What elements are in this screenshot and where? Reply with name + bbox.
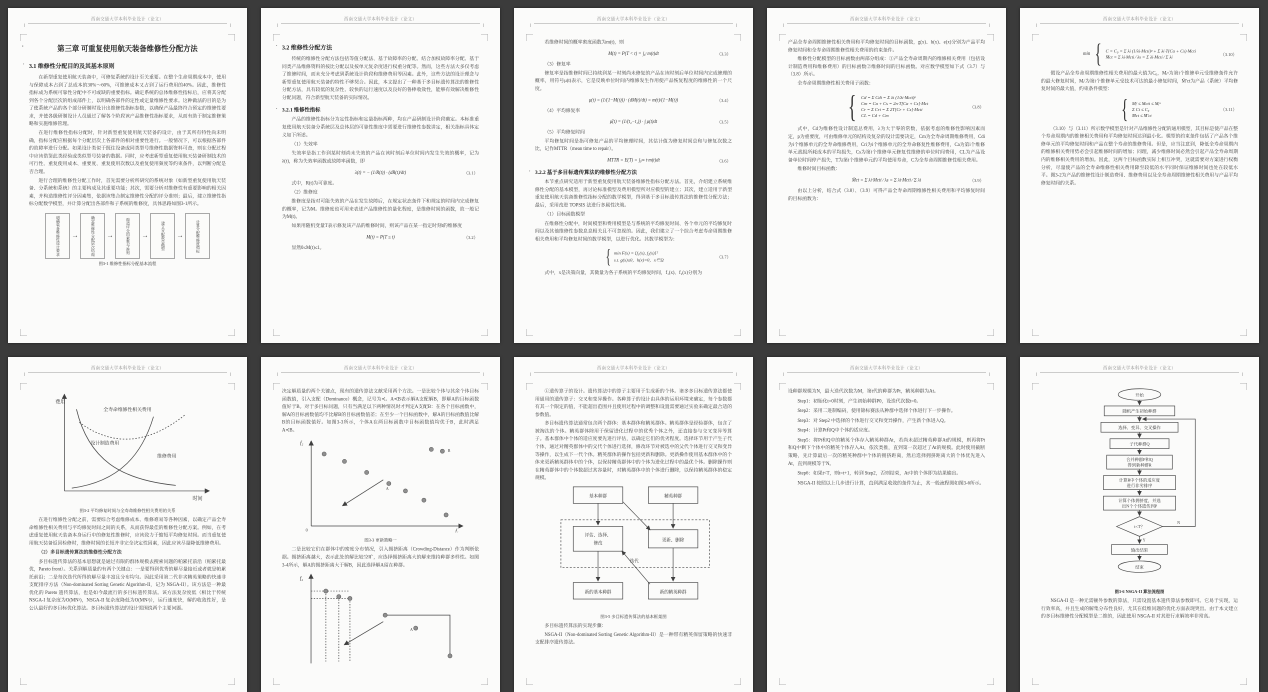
- margin-mark: [228, 678, 235, 685]
- paragraph: 修复率是指维修时间已持续到某一时刻尚未修复的产品在该时刻后单位时间内完成修理的概率，用符号μ(t)表示，它是反映单位时间内维修发生作用使产品恢复程度的维修性的一个尺度。: [535, 70, 732, 93]
- paragraph: 设种群规模为N，最大迭代次数为M，第t代的种群为Pt，精英种群为At。: [788, 388, 985, 396]
- paragraph: 如果用随机变量T表示修复该产品的维修时间，则该产品在某一指定时刻t的维修度: [282, 223, 479, 231]
- header-title: 西南交通大学本科毕业设计（论文）: [281, 17, 480, 21]
- section-3-2-1-title: • 3.2.1 维修性指标: [282, 106, 479, 114]
- equation-number: （3.7）: [717, 253, 731, 260]
- margin-mark: [987, 329, 994, 336]
- paragraph: 式中，x是决策向量，其微量为各子系统的平均修复时间，f₁(x)、f₂(x)分别为: [535, 270, 732, 278]
- algorithm-step: Step1：初始化t=0时刻，产生初始种群P0，设迭代次数t=0。: [788, 398, 985, 406]
- list-item: （1）失效率: [282, 141, 479, 149]
- equation-number: （3.8）: [970, 103, 984, 110]
- paragraph: NSGA-II 是一种无需额外参数的算法，只需设置基本遗传算法参数即可。它易于实现，运行效率高，并且生成的解集分布性良好，尤其在低维问题的优化方面表现突出。由于本文建立的多目标维修性分配模型是二维的，因此使用 NSGA-II 对其进行求解效率非常高。: [1041, 598, 1238, 621]
- margin-mark: [228, 329, 235, 336]
- page-header: [28, 366, 227, 372]
- equation-number: （3.9）: [970, 177, 984, 184]
- paragraph: 二是比较它们在群体中的密度分布情况，引入拥挤距离（Crowding-Distance）作为判断依据。拥挤距离越大，表示此处的解比较空旷，应选择拥挤距离大的解来维持种群多样性。如图3-4所示，解A的拥挤距离大于解B，因此选择解A留在种群。: [282, 546, 479, 569]
- paragraph: 平均修复时间是指可修复产品的平均修理时间，其估计值为修复时间总和与修复次数之比，记作MTTR（mean time to repair）。: [535, 138, 732, 154]
- equation-body: M(t) = P(T ≤ t): [366, 235, 394, 240]
- margin-mark: [987, 383, 994, 390]
- margin-mark: [1032, 34, 1039, 41]
- margin-mark: [273, 34, 280, 41]
- list-item: （4）平均修复率: [535, 107, 732, 115]
- figure-3-5-framework: [535, 483, 732, 611]
- list-item: （2）维修度: [282, 189, 479, 197]
- point-a-label: A: [386, 487, 389, 491]
- paragraph: 在进行维修性指标分配时，针对新型重复使用航天装备的设计，由于其所有特性尚未明确，指标分配应根据每个分配层次上各部件的相对重要性进行。一般情况下，可以根据各部件的故障率进行分配。如果设计类似于既往设备或同类型号维修性数据资料可查，则在分配过程中应该借鉴此类经验或类似型号装备的数据。同时，应考虑新型重复使用航天装备研制技术的可行性、重复使用成本、重要度、重复使用次数以及重复使用频度等约束条件，以判断分配是否合理。: [29, 130, 226, 177]
- page-8[interactable]: [514, 357, 753, 692]
- margin-mark: [526, 678, 533, 685]
- equation-line: C = C₀ = Σ λi (1/λi·Mcti)ᵖ + Σ λi·T(Ca + Cs)·Mcti: [1106, 49, 1196, 54]
- paragraph: 全寿命周期维修性相关费用子函数：: [788, 80, 985, 88]
- equation-3-11: [1041, 96, 1238, 122]
- margin-mark: [273, 329, 280, 336]
- flow-step: 确定维修性分配层次结构: [80, 213, 105, 258]
- algorithm-step: Step2：采用二进制编码，使用锦标赛法从种群中选择个体进行下一步操作。: [788, 408, 985, 416]
- margin-mark: [734, 34, 741, 41]
- equation-body: μ(t) = (1/(1−M(t))) · (dM(t)/dt) = m(t)/(1−M(t)): [589, 98, 678, 103]
- lifecycle-cost-curve: [79, 415, 185, 439]
- header-title: 西南交通大学本科毕业设计（论文）: [281, 366, 480, 370]
- paragraph: NSGA-II 按照以上几步进行计算，直到满足收敛的条件为止，其一般流程图如图3-6所示。: [788, 480, 985, 488]
- equation-number: （3.10）: [1221, 51, 1238, 58]
- margin-mark: [734, 678, 741, 685]
- margin-mark: [1240, 34, 1247, 41]
- equation-line: CL = Cd + Cm: [861, 113, 928, 118]
- margin-mark: [481, 34, 488, 41]
- flow-step: 计算R中个体的适应度: [1119, 476, 1161, 483]
- flow-step: 建立分配数学模型: [150, 213, 175, 258]
- paragraph: 多目标遗传算法通常包含两个群体：基本群体和精英群体。精英群体是经验群体，包含了被淘汰的个体。精英群体除用于保留进化过程中的优秀个体之外，还直接参与交叉变异等算子。基本群体中个体的适应度要先进行评估，以确定它们的优劣程度。选择环节用于产生子代个体，通过对精英群体中的父代个体进行选择，修改环节对被选中的父代个体进行交叉和变异等操作，以生成下一代个体。精英群体的操作包括更新和删除。更新操作使用基本群体中的个体来更新精英群体中的个体，以保持精英群体中的个体为进化过程中的最优个体。删除操作则在精英群体中的个体数超过其容量时，对精英群体中的个体进行删除，以保持精英群体的稳定规模。: [535, 420, 732, 482]
- equation-line: min F(x) = [f₁(x), f₂(x)]ᵀ: [614, 250, 664, 255]
- paragraph: NSGA-II（Non-dominated Sorting Genetic Algorithm-II）是一种带有精英保留策略的快速非支配排序遗传算法。: [535, 631, 732, 647]
- margin-mark: [1240, 383, 1247, 390]
- equation-body: M̄ct = Σ λi·Mcti ∕ λs = Σ λi·Mcti ∕ Σ λi: [852, 178, 921, 183]
- margin-mark: [20, 34, 27, 41]
- equation-line: Σ Ci ≤ C₀: [1132, 107, 1161, 112]
- brace: {: [606, 247, 611, 267]
- margin-mark: [779, 678, 786, 685]
- page-header: [534, 366, 733, 372]
- paragraph: 产品全寿命周期维修性相关费用和平均修复时间的目标函数，g(x)、h(x)、e(x)分别为产品平均修复时间和全寿命周期维修性相关费用的约束条件。: [788, 39, 985, 55]
- equation-3-4: [535, 96, 732, 104]
- page-4[interactable]: [767, 8, 1006, 343]
- page-header: [28, 17, 227, 23]
- page-6[interactable]: [8, 357, 247, 692]
- paragraph: 由以上分析，结合式（3.8）、（3.9）可得产品全寿命周期维修性相关费用和平均修复时间的目标函数为：: [788, 187, 985, 203]
- page-3[interactable]: [514, 8, 753, 343]
- header-rule: [534, 23, 733, 24]
- node-label: 评估、选择、: [585, 531, 612, 538]
- point-a-label: A: [410, 628, 413, 632]
- paragraph: 决定解质量的两个关键点，现有的遗传算法文献采用两个方法。一是比较个体与其余个体目标函数值，引入支配（Dominance）概念，记号为≺。A≺B表示解A支配解B，即解A的目标函数值好于B。对于多目标问题，只有当满足以下两种情况时才判定A支配B：在各个目标函数中，解A的目标函数值均不比解B的目标函数值差；在至少一个目标函数中，解A的目标函数值比解B的目标函数值好。如图3-3所示，个体A在两目标函数中目标函数值均优于B，此时满足A≺B。: [282, 388, 479, 435]
- equation-3-9: [788, 176, 985, 184]
- equation-prefix: min: [1083, 52, 1090, 57]
- equation-line: Mᵢˡ ≤ Mcti ≤ Mᵢᵘ: [1132, 101, 1161, 106]
- flow-start: 开始: [1135, 391, 1144, 398]
- flow-step: 进行非劣排序: [1127, 482, 1153, 489]
- paragraph: 假设产品全寿命周期维修性相关费用的最大值为C₀，Mᵢᵘ为第i个维修单元受维修条件允许的最大修复时间，Mᵢˡ为第i个维修单元受技术可达的最小修复时间，M̄′ct为产品（系统）平均修复时间的最大值，约束条件模型：: [1041, 70, 1238, 93]
- brace: {: [1095, 41, 1102, 67]
- header-title: 西南交通大学本科毕业设计（论文）: [1040, 17, 1239, 21]
- flow-step: 计算分配维修度指标: [185, 213, 210, 258]
- arrow-right-icon: [142, 232, 149, 239]
- algorithm-step: Step5：将Pt和Q中的精英个体存入精英种群At，若尚未超过精英种群At的规模，则再将Pt和Q中剩下个体中的精英个体存入At，依次类推，直到第一次超过了At的规模。此时使用截断策略，先计算最后一次的精英种群中个体的拥挤距离，然后选择拥挤距离大的个体优先进入At，直到规模等于N。: [788, 437, 985, 468]
- margin-mark: [228, 383, 235, 390]
- point-b-label: B: [448, 449, 451, 453]
- header-title: 西南交通大学本科毕业设计（论文）: [28, 17, 227, 21]
- flow-step: 计算个体拥挤度，并选: [1118, 497, 1161, 504]
- paragraph: 式中，R(t)为可靠度。: [282, 180, 479, 188]
- equation-number: （3.11）: [1221, 106, 1237, 113]
- figure-3-3-scatter: [282, 436, 479, 536]
- flow-step: 选择、变异、交叉操作: [1118, 424, 1161, 431]
- page-header: [281, 366, 480, 372]
- flow-step: 构造评分因素集与准则: [115, 213, 140, 258]
- figure-3-1-flowchart: [29, 213, 226, 258]
- header-title: 西南交通大学本科毕业设计（论文）: [1040, 366, 1239, 370]
- flow-end: 结束: [1135, 563, 1144, 570]
- equation-number: （3.6）: [717, 157, 731, 164]
- margin-mark: [1032, 329, 1039, 336]
- page-10[interactable]: [1020, 357, 1259, 692]
- margin-mark: [273, 678, 280, 685]
- header-rule: [787, 23, 986, 24]
- list-item: （1）目标函数模型: [535, 211, 732, 219]
- paragraph: 显然0≤M(t)≤1。: [282, 244, 479, 252]
- yes-label: Y: [1143, 539, 1146, 543]
- node-label: 修改: [594, 540, 603, 547]
- algorithm-step: Step3：对 Step2 中选择的个体进行交叉和变异操作，产生新个体进入Q。: [788, 417, 985, 425]
- brace: {: [1121, 96, 1128, 122]
- node-label: 新的基本种群: [585, 588, 612, 595]
- equation-line: M̄ct = Σ λi·Mcti ∕ λs = Σ λi·Mcti ∕ Σ λi: [1106, 55, 1196, 60]
- equation-line: M̄ct ≤ M̄′ct: [1132, 113, 1161, 118]
- equation-line: Cd = Σ Cdi = Σ λi (1/λi·Mcti)ᵖ: [861, 95, 928, 100]
- flow-step: 明确装备维修性设计要求: [45, 213, 70, 258]
- header-rule: [281, 23, 480, 24]
- algorithm-step: Step4：计算Pt和Q中个体的适应度。: [788, 427, 985, 435]
- flow-step: 得到新种群R: [1127, 462, 1151, 469]
- page-header: [1040, 17, 1239, 23]
- margin-mark: [20, 383, 27, 390]
- flow-step: 随机产生初始种群: [1122, 408, 1157, 415]
- equation-body: M(t) = P(T < t) = ∫₀ᵗ m(t)dt: [608, 51, 659, 56]
- header-rule: [787, 372, 986, 373]
- curve-label: 维修费用: [157, 453, 176, 460]
- equation-body: MTTR = E(T) = ∫₀∞ t·m(t)dt: [607, 158, 660, 163]
- design-cost-curve: [76, 409, 175, 485]
- equation-line: s.t. g(x)≤0，h(x)=0，x∈Ω: [614, 256, 664, 263]
- node-label: 基本种群: [589, 493, 607, 500]
- paragraph: 产品的维修性指标分为定性指标和定量指标两种，均在产品研制设计阶段确定。本标准重复使用航天装备分系统层及总体层的可靠性维度中需要进行维修性参数讲定，相关指标具体定义如下所述。: [282, 116, 479, 139]
- section-3-1-title: • 3.1 维修性分配目的及其基本原则: [29, 62, 226, 71]
- maintenance-cost-curve: [72, 417, 154, 488]
- curve-label: 全寿命维修性相关费用: [103, 406, 151, 413]
- figure-3-1-caption: 图3-1 维修性指标分配基本流程: [29, 260, 226, 266]
- equation-body: λ(t) = − (1/R(t)) · (dR(t)/dt): [355, 170, 406, 175]
- algorithm-step: Step6：如果t<T，则t=t+1，转到 Step2，否则结束，At中的个体即为结果输出。: [788, 470, 985, 478]
- page-7[interactable]: [261, 357, 500, 692]
- paragraph: 式中，Cd为维修性设计制造总费用，λ为大于零的常数，依据考虑的维修性影响因素而定，p为重要度，可由维修单元的结构及复杂的设计需要决定，Cm为全寿命周期维修费用，Cdi为i个维修单元的全寿命维修费用，Cri为i个维修单元的全寿命修复性维修费用，Ca为第i个维修单元战损所耗成本的平均损失，Cs为第i个维修单元修复性维修的单位时间费用，CL为产品设备单位时间停产损失，T为第i个维修单元的平均使用寿命，C为全寿命周期维修性相关费用。: [788, 126, 985, 165]
- chapter-title: • 第三章 可重复使用航天装备维修性分配方法: [29, 43, 226, 54]
- paragraph: 在新型重复使用航天装备中，可修复系统的设计至关重要。在整个生命周期成本中，使用与保障成本占到了总成本的30%～60%，可维修成本又占到了运行费用的40%。因此，维修性指标成为系统可靠性分配中不可或缺的重要指标。确定系统的总体维修性指标后，应将其分配到各个分配层次的组成部件上，以明确各部件的定性或定量维修性要求。这种做法的目的是为了使系统产品的各个部分研制时设计出维修性指标参数，以确保产品最终符合预定的维修性要求，并使各级研制设计人员通过了解各个阶段该产品维修性指标要求，从而有助于制定维修策略和实施维修管理。: [29, 74, 226, 129]
- flow-condition: t<T？: [1134, 524, 1144, 529]
- header-rule: [28, 372, 227, 373]
- margin-mark: [1032, 383, 1039, 390]
- margin-mark: [228, 34, 235, 41]
- header-title: 西南交通大学本科毕业设计（论文）: [787, 366, 986, 370]
- page-header: [1040, 366, 1239, 372]
- page-1[interactable]: [8, 8, 247, 343]
- header-title: 西南交通大学本科毕业设计（论文）: [534, 366, 733, 370]
- flow-step: 输出结果: [1131, 546, 1149, 553]
- margin-mark: [779, 329, 786, 336]
- margin-mark: [526, 383, 533, 390]
- page-9[interactable]: [767, 357, 1006, 692]
- arrow-right-icon: [177, 232, 184, 239]
- figure-3-2-cost-chart: [29, 387, 226, 506]
- list-item: （2）多目标遗传算法的维修性分配方法: [29, 549, 226, 557]
- margin-mark: [734, 329, 741, 336]
- flow-step: 合并种群P和Q: [1126, 456, 1153, 463]
- flow-step: 出N个个体遗传到P: [1122, 503, 1158, 510]
- margin-mark: [734, 383, 741, 390]
- margin-mark: [1240, 678, 1247, 685]
- node-label: 新的精英种群: [660, 588, 687, 595]
- equation-3-6: [535, 157, 732, 165]
- figure-3-6-caption: 图3-6 NSGA-II 算法流程图: [1041, 589, 1238, 595]
- no-label: N: [1177, 521, 1180, 525]
- equation-body: μ̄(t) = (1/(t₂−t₁)) · ∫ μ(t)dt: [610, 119, 657, 124]
- paragraph: 传统的维修性分配方法包括等值分配法、基于故障率的分配、结合加权故障率分配、基于同类产品维修资料的按比分配以及按单元复杂度进行权重分配等。然而，这些方法大多仅考虑了维修时间，而未充分考虑到系统设计阶段和维修费用等因素。此外，这些方法的设计理念与新型重复使用航天装备的特性不够契合。因此，本文提出了一种基于多目标遗传算法的维修性分配方法，具有较低的复杂性、较快的运行速度以及良好的鲁棒收敛性，能够有效解决维修性分配问题，符合新型航天装备的实际情况。: [282, 56, 479, 103]
- arrow-right-icon: [72, 232, 79, 239]
- paragraph: 进行合理的维修性分配工作时，首先需要分析所研究的系统对象（如新型重复使用航天装备、分系统和系统）的主要构成及其重要功能；其次，需要分析对维修性有重要影响的相关因素，并构造维修性评分因素集，依据该集合制定维修性分配的评分准则；最后，建立维修性指标分配数学模型，并计算分配出各部件和子系统的维修度，具体思路如图3-1所示。: [29, 177, 226, 208]
- paragraph: 维修度是指对可能失效的产品在发生故障后，在规定状态条件下和规定的时间内完成修复的概率，记为M。维修度也可用来表述产品维修性的量化程度，是维修时间的函数，故一般记为M(t)。: [282, 198, 479, 221]
- paragraph: 本节重点研究适用于新型重复使用航天装备维修性指标分配方法。首先，介绍建立系统维修性分配的基本模型，再讨论标准模型及费用模型所对应模型的建立；其次，建立适用于新型重复使用航天装备维修性指标分配的数学模型，得到基于多目标遗传算法的维修性分配方法；最后，采用改进 TOPSIS 法进行多属性决策。: [535, 179, 732, 210]
- page-header: [787, 366, 986, 372]
- figure-3-6-flowchart: [1041, 387, 1238, 587]
- list-item: （5）平均修复时间: [535, 129, 732, 137]
- node-label: 更新、删除: [662, 536, 685, 543]
- paragraph: 维修时间目标函数：: [788, 166, 985, 174]
- equation-line: Cm = Ca + Cs = 2n·T[Ca + Cs]·Mct: [861, 101, 928, 106]
- paragraph: 在维修性分配中，时间模型和费用模型是与系统的平均修复时间、各个单元的平均修复时间以及其他维修性参数息息相关且不可忽视的。因此，我们建立了一个综合考虑寿命周期维修相关费用和平均修复时间的数学模型，以进行优化。其数学模型为：: [535, 220, 732, 243]
- margin-mark: [526, 34, 533, 41]
- header-rule: [534, 372, 733, 373]
- equation-3-7: [535, 247, 732, 267]
- iterate-label: 迭代: [630, 558, 639, 565]
- paragraph: 多目标遗传算法的基本思想就是通过有限的群体规模去搜索问题的帕累托前沿（帕累托最优，Pareto front）。关系到解质量的有两个关键点：一是要得到优秀的解尽量接近或者就是帕累托前沿；二是每次迭代所得的解尽量丰富且分布均匀。因此采用第二代非劣精英策略的快速非支配排序方法（Non-dominated Sorting Genetic Algorithm-II，记为 NSGA-II）。该方法是一种最优化的 Pareto 遗传算法，也是如今最流行的多目标遗传算法。该方法复杂度低（相比于传统 NSGA-I 复杂度为O(MN³)，NSGA-II 复杂度降低为O(MN²)），运行速度快，解的收敛性好，是公认最好的多目标优化算法。多目标遗传算法的设计需围绕两个主要问题。: [29, 558, 226, 613]
- equation-3-10: [1041, 41, 1238, 67]
- margin-mark: [779, 34, 786, 41]
- margin-mark: [779, 383, 786, 390]
- brace: {: [848, 91, 856, 123]
- flow-step: 子代种群Q: [1129, 440, 1149, 447]
- list-item: （3）修复率: [535, 61, 732, 69]
- y-axis-label: f₂: [300, 440, 303, 447]
- equation-3-3: [535, 50, 732, 58]
- margin-mark: [20, 329, 27, 336]
- header-rule: [1040, 23, 1239, 24]
- paragraph: （3.10）与（3.11）所示数学模型是针对产品维修性分配的通用模型，其目标是使产品在整个寿命周期内的维修相关费用和平均修复时间达到最小化。模型的约束条件包括了产品各个维修单元的平均修复时间和产品在整个寿命的维修费用。但是，应当注意到，降低全寿命周期内的维修相关费用势必会引起维修时间的增加；同理，减少维修时间必然会引起产品全寿命周期内的维修相关费用的增加。因此，这两个目标函数实际上相互冲突，这就需要对方案进行权衡分析，尽量使产品的全寿命维修性相关费用降至较低的水平同时保证维修时间也处在较低水平。图3-2为产品的维修性设计制造费用、维修费用以及全寿命周期维修性相关费用与产品平均修复时间的关系。: [1041, 125, 1238, 187]
- equation-number: （3.5）: [717, 119, 731, 126]
- margin-mark: [526, 329, 533, 336]
- figure-3-4-scatter: [282, 571, 479, 667]
- equation-line: Cr = Σ Cri = Σ 2T[Cr + Cs]·Mcti: [861, 107, 928, 112]
- paragraph: ①遗传算子的设计。遗传算法中的算子主要用于生成新的个体。诸多多目标遗传算法都使用通用的遗传算子：交叉和变异操作。各种算子的设计由具体的运用环境来确定，每个参数都有其一个限定的值，不能超出范围并且使用过程中的调整和设置需要通过实验来确定最合适的参数值。: [535, 388, 732, 419]
- margin-mark: [20, 678, 27, 685]
- header-rule: [281, 372, 480, 373]
- margin-mark: [481, 329, 488, 336]
- margin-mark: [1240, 329, 1247, 336]
- figure-3-3-caption: 图3-3 更新策略一: [282, 537, 479, 543]
- margin-mark: [1032, 678, 1039, 685]
- margin-mark: [481, 383, 488, 390]
- node-label: 精英种群: [664, 493, 682, 500]
- header-rule: [28, 23, 227, 24]
- paragraph: 若维修时间的概率密度函数为m(t)，则: [535, 39, 732, 47]
- equation-number: （3.3）: [717, 51, 731, 58]
- page-2[interactable]: [261, 8, 500, 343]
- paragraph: 维修性分配模型的目标函数由两部分组成：①产品全寿命周期内的维修相关费用（包括设计制造费用和维修费用）的目标函数②维修时间的目标函数。对应数学模型如下式（3.7）与（3.8）所示。: [788, 56, 985, 79]
- x-axis-label: 时间: [192, 495, 202, 502]
- figure-3-2-caption: 图3-2 平均修复时间与全寿命维修性相关费用的关系: [29, 508, 226, 514]
- page-header: [281, 17, 480, 23]
- equation-3-8: [788, 91, 985, 123]
- section-3-2-title: • 3.2 维修性分配方法: [282, 43, 479, 52]
- y-axis-label: 费用: [55, 399, 65, 406]
- margin-mark: [273, 383, 280, 390]
- equation-number: （3.1）: [464, 170, 478, 177]
- section-3-2-2-title: • 3.2.2 基于多目标遗传算法的维修性分配方法: [535, 169, 732, 177]
- header-title: 西南交通大学本科毕业设计（论文）: [28, 366, 227, 370]
- equation-3-5: [535, 118, 732, 126]
- margin-mark: [987, 678, 994, 685]
- header-rule: [1040, 372, 1239, 373]
- equation-number: （3.4）: [717, 97, 731, 104]
- page-header: [534, 17, 733, 23]
- equation-number: （3.2）: [464, 234, 478, 241]
- equation-3-1: [282, 169, 479, 177]
- page-5[interactable]: [1020, 8, 1259, 343]
- margin-mark: [481, 678, 488, 685]
- x-axis-label: f₁: [455, 528, 458, 533]
- paragraph: 在进行维修性分配之前，需要综合考虑维修成本、维修难易等各种因素，以确定产品全寿命维修性相关费用与平均修复时间之间的关系，从而获得最佳的维修性分配方案。例如，在考虑重复使用航天装备本身运行中的修复性维修时，应该致力于缩短平均修复时间。而当重复使用航天装备返回检修时，维修时间的长短并非完全决定性因素，因此应该尽量降低维修费用。: [29, 517, 226, 548]
- margin-mark: [987, 34, 994, 41]
- equation-3-2: [282, 233, 479, 241]
- arrow-right-icon: [107, 232, 114, 239]
- origin-label: 0: [306, 528, 308, 533]
- paragraph: 失效率是指工作到某时刻尚未失效的产品在该时刻后单位时间内发生失效的概率，记为λ(t)，称为失效率函数或故障率函数，即: [282, 150, 479, 166]
- paragraph: 多目标遗传算法的实现步骤：: [535, 622, 732, 630]
- curve-label: 设计制造费用: [90, 440, 119, 447]
- header-title: 西南交通大学本科毕业设计（论文）: [787, 17, 986, 21]
- header-title: 西南交通大学本科毕业设计（论文）: [534, 17, 733, 21]
- page-header: [787, 17, 986, 23]
- y-axis-label: f₂: [300, 575, 303, 582]
- figure-3-5-caption: 图3-5 多目标遗传算法的基本框架图: [535, 613, 732, 619]
